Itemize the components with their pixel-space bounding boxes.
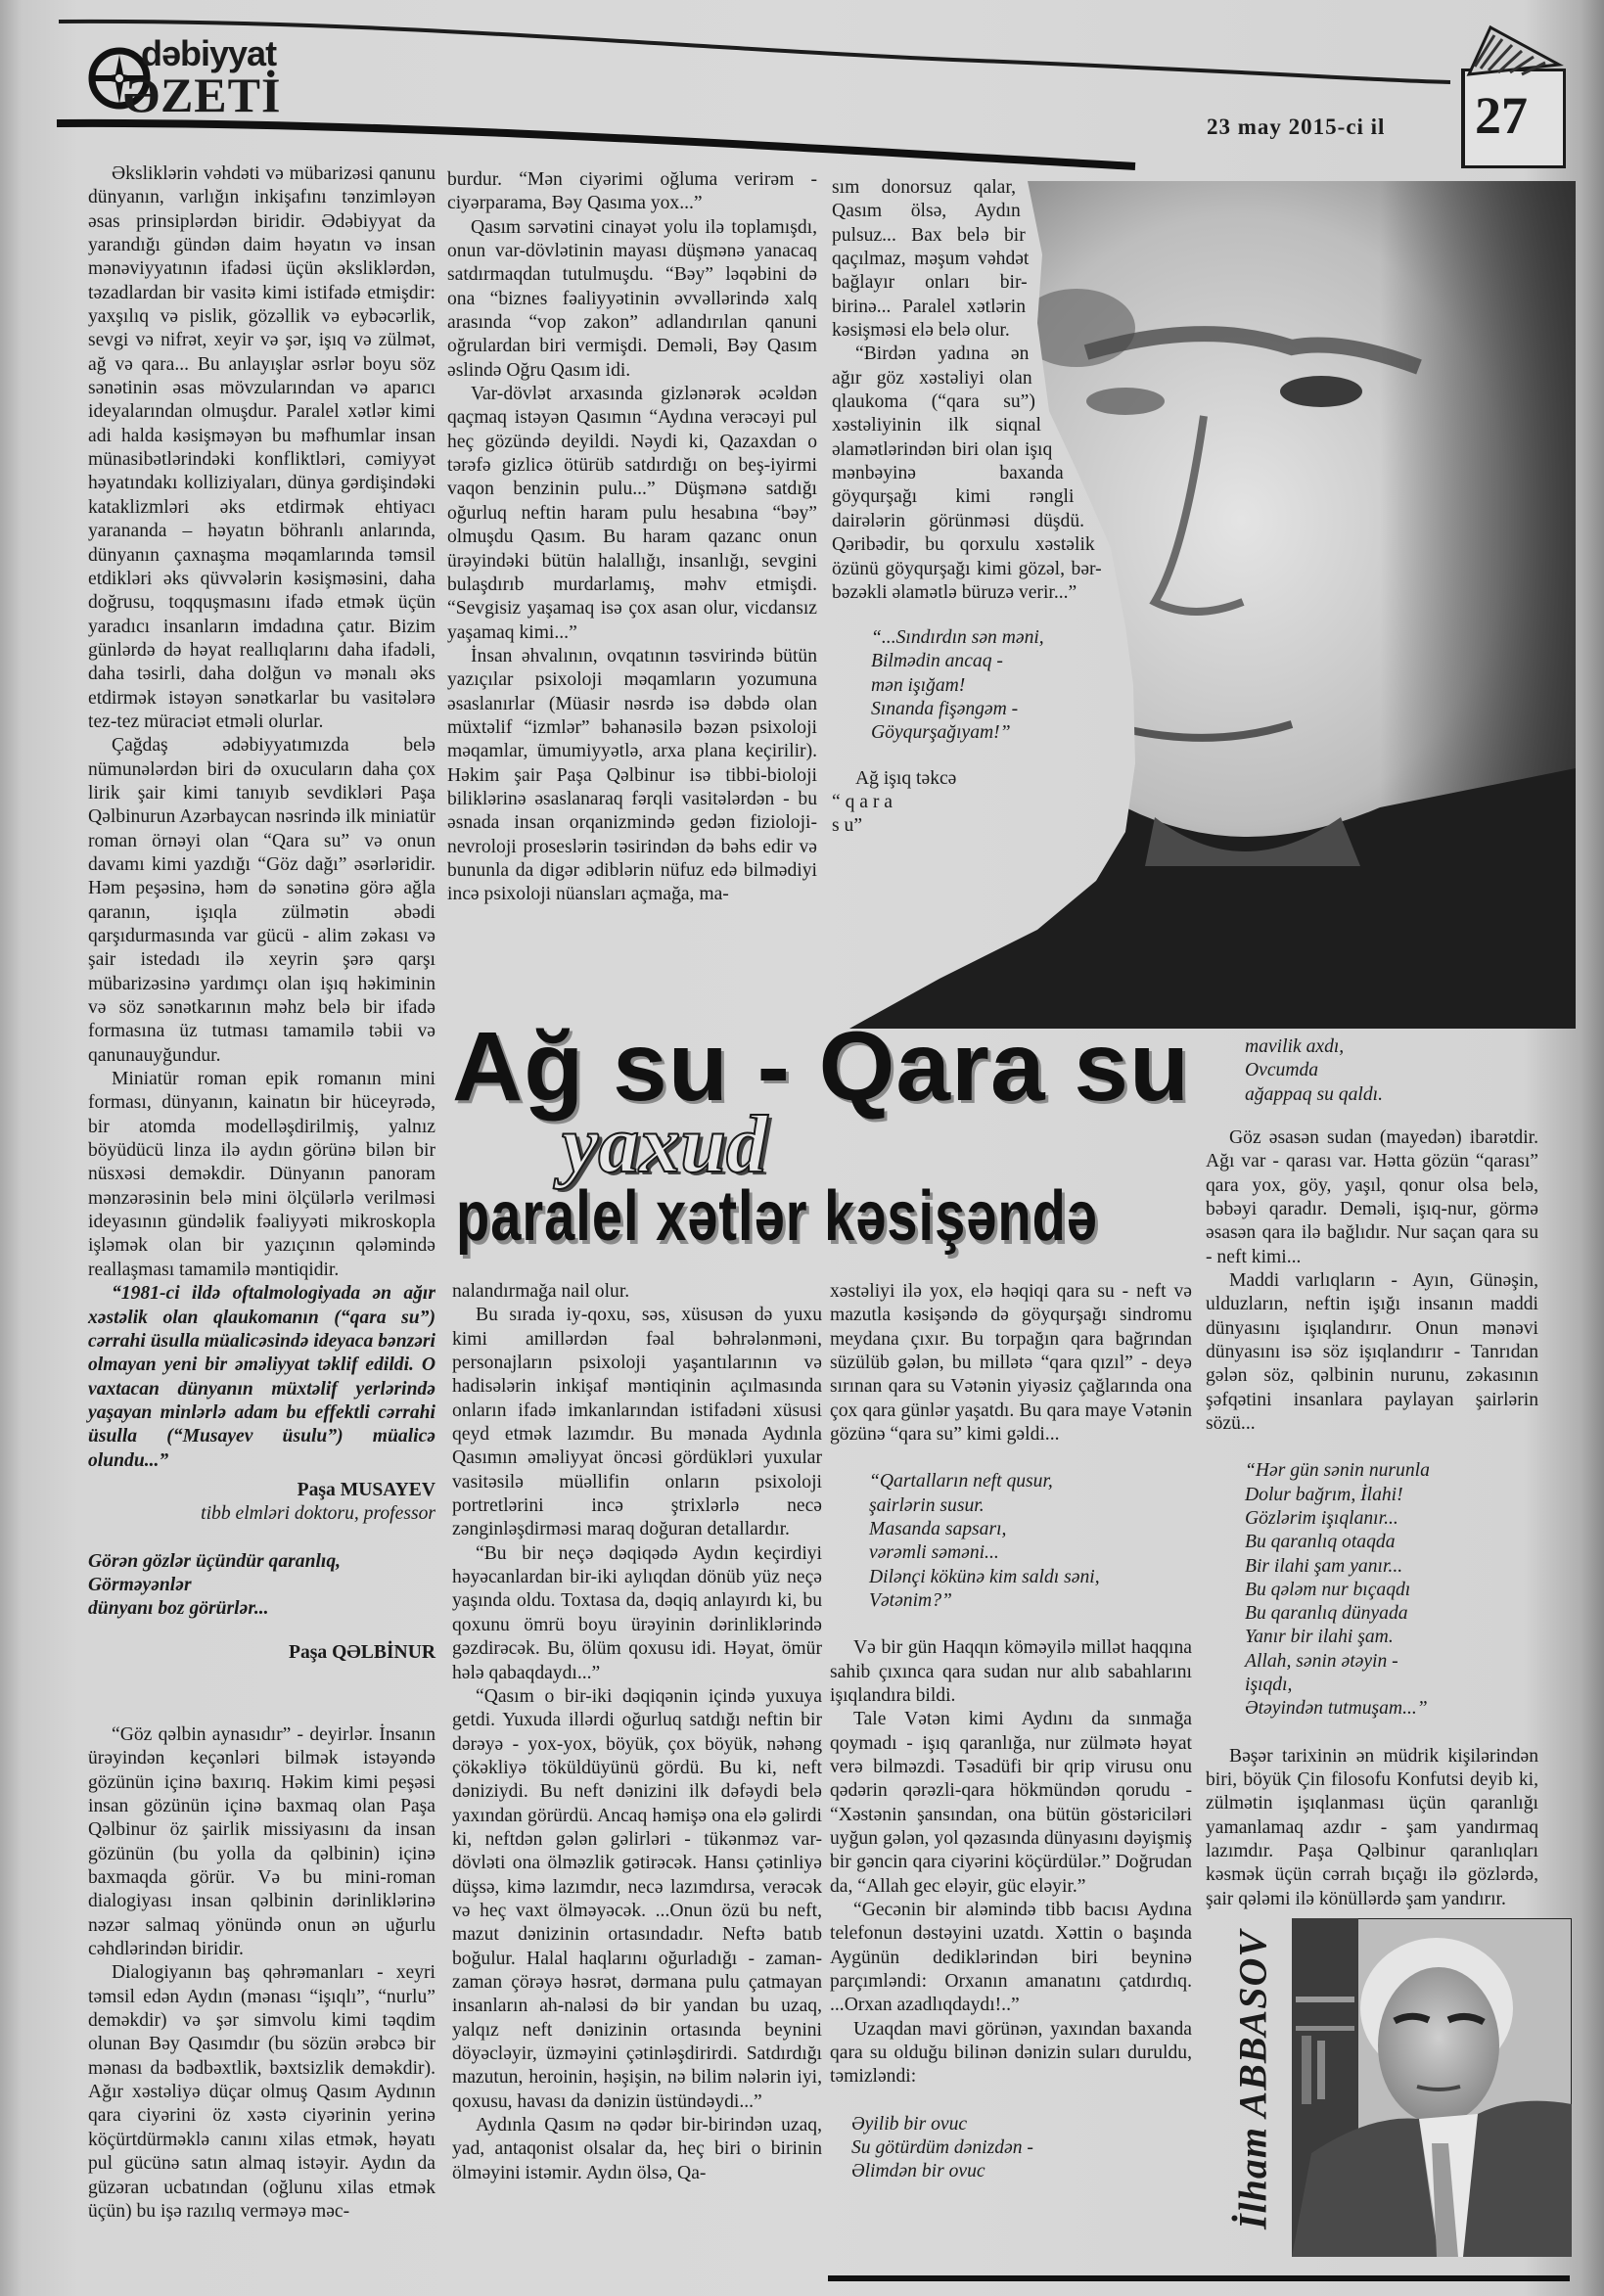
paragraph: Bu sırada iy-qoxu, səs, xüsusən də yuxu kimi amillərdən fəal bəhrələnməni, personajların psixoloji yaşantılarının və hadisələrin inkişaf məntiqinin açılmasında onların ifadə imkanlarından istifadəni xüsusi qeyd etmək lazımdır. Bu mənada Aydınla Qasımın əməliyyat öncəsi gördükləri yuxular vasitəsilə müəllifin onların psixoloji portretlərini incə ştrixlərlə necə zənginləşdirməsi maraq doğuran detallardır. (452, 1305, 822, 1540)
poem-line: Masanda sapsarı, (869, 1519, 1007, 1539)
epigraph-line: Görməyənlər (88, 1574, 192, 1595)
page-number: 27 (1475, 86, 1528, 145)
paragraph: Var-dövlət arxasında gizlənərək əcəldən qaçmaq istəyən Qasımın “Aydına verəcəyi pul heç gözündə deyildi. Nəydi ki, Qazaxdan o tərəfə gizlicə ötürüb satdırdığı on beş-iyirmi vaqon benzinin pulu...” Düşmənə satdığı oğurluq neftin haram pulu hesabına “bəy” olmuşdu Qasım. Bu haram qazanc onun ürəyindəki bütün halallığı, insanlığı, sevgini bulaşdırıb murdarlamış, məhv etmişdi. “Sevgisiz yaşamaq isə çox asan olur, vicdansız yaşamaq kimi...” (447, 384, 817, 643)
poem-line: Bir ilahi şam yanır... (1245, 1555, 1403, 1577)
article-column-2-top (447, 168, 817, 907)
text-line: “ q a r a (832, 792, 894, 813)
poem-line: Dolur bağrım, İlahi! (1245, 1484, 1403, 1505)
headline: Ağ su - Qara su (452, 1012, 1191, 1122)
poem-line: Yanır bir ilahi şam. (1245, 1627, 1394, 1648)
poem-line: Əlimdən bir ovuc (851, 2161, 985, 2182)
quote-author-title: tibb elmləri doktoru, professor (201, 1503, 435, 1525)
paragraph: Uzaqdan mavi görünən, yaxından baxanda qara su olduğu bilinən dənizin suları duruldu, təmizləndi: (830, 2018, 1192, 2088)
newspaper-logo (86, 33, 350, 122)
poem-excerpt (869, 1470, 1192, 1613)
musayev-quote: “1981-ci ildə oftalmologiyada ən ağır xəstəlik olan qlaukomanın (“qara su”) cərrahi üsulla müalicəsində ideyaca bənzəri olmayan yeni bir əməliyyat təklif edildi. O vaxtacan dünyanın müxtəlif yerlərində yaşayan minlərlə adam bu effektli cərrahi üsulla (“Musayev üsulu”) müalicə olundu...” (88, 1283, 435, 1471)
quote-author: Paşa MUSAYEV (297, 1479, 435, 1500)
logo-top-text: dəbiyyat (141, 33, 277, 73)
paragraph: Maddi varlıqların - Ayın, Günəşin, ulduzların, neftin işığı insanın maddi dünyasını işıqlandırır. Onun mənəvi dünyasını isə söz işıqlandırır - Tanrıdan gələn söz, qəlbinin nurunu, zəkasının şəfqətini insanlara paylayan şairlərin sözü... (1206, 1269, 1538, 1435)
author-name: İlham ABBASOV (1230, 1929, 1275, 2230)
article-column-1 (88, 162, 435, 2224)
paragraph: “Gecənin bir aləmində tibb bacısı Aydına telefonun dəstəyini uzatdı. Xəttin o başında Aygünün dediklərindən biri beyninə parçımləndi: Orxanın amanatını çatdırdıq. ...Orxan azadlıqdaydı!..” (830, 1899, 1192, 2016)
epigraph-author: Paşa QƏLBİNUR (288, 1641, 435, 1663)
poem-line: Göyqurşağıyam!” (871, 722, 1011, 744)
article-column-2-bottom (452, 1280, 822, 2185)
poem-line: “...Sındırdın sən məni, (871, 627, 1044, 649)
poem-line: “Hər gün sənin nurunla (1245, 1460, 1430, 1482)
paragraph: Aydınla Qasım nə qədər bir-birindən uzaq, yad, antaqonist olsalar da, heç biri o birinin ölməyini istəmir. Aydın ölsə, Qa- (452, 2115, 822, 2183)
poem-line: Su götürdüm dənizdən - (851, 2137, 1033, 2159)
poem-excerpt (1245, 1459, 1538, 1721)
paragraph: Dialogiyanın baş qəhrəmanları - xeyri təmsil edən Aydın (mənası “işıqlı”, “nurlu” deməkdir) və şər simvolu kimi təqdim olunan Bəy Qasımdır (bu sözün ərəbcə bir mənası da bədbəxtlik, bəxtsizlik deməkdir). Ağır xəstəliyə düçar olmuş Qasım Aydının qara ciyərini öz xəstə ciyərinin yerinə köçürtdürməklə canını xilas etmək, həyatı pul gücünə satın almaq istəyir. Aydın da güzəran ucbatından (oğlunu xilas etmək üçün) bu işə razılıq verməyə məc- (88, 1962, 435, 2222)
author-photo (1292, 1918, 1572, 2257)
paragraph: burdur. “Mən ciyərimi oğluma verirəm - ciyərparama, Bəy Qasıma yox...” (447, 169, 817, 214)
paragraph: “Birdən yadına ən ağır göz xəstəliyi olan qlaukoma (“qara su”) xəstəliyinin ilk siqnal əlamətlərindən biri olan işıq mənbəyinə baxanda göyqurşağı kimi rəngli dairələrin görünməsi düşdü. Qəribədir, bu qorxulu xəstəlik özünü göyqurşağı kimi gözəl, bər-bəzəkli əlamətlə büruzə verir...” (832, 344, 1102, 603)
paragraph: sım donorsuz qalar, Qasım ölsə, Aydın pulsuz... Bax belə bir qaçılmaz, məşum vəhdət bağlayır onları bir-birinə... Paralel xətlərin kəsişməsi elə belə olur. (832, 177, 1030, 342)
column-bottom-rule (828, 2275, 1570, 2281)
book-icon (1461, 22, 1569, 80)
headline-connector: yaxud (562, 1099, 767, 1190)
paragraph: nalandırmağa nail olur. (452, 1281, 630, 1302)
poem-line: Vətənim?” (869, 1589, 952, 1611)
poem-line: Dilənçi kökünə kim saldı səni, (869, 1566, 1100, 1587)
poem-excerpt (1245, 1035, 1538, 1107)
poem-line: Allah, sənin ətəyin - (1245, 1650, 1398, 1672)
paragraph: Göz əsasən sudan (mayedən) ibarətdir. Ağı var - qarası var. Hətta gözün “qarası” qara yox, göy, yaşıl, qonur olsa belə, bəbəyi qaradır. Deməli, işıq-nur, görmə əsasən qara ilə bağlıdır. Nur saçan qara su - neft kimi... (1206, 1126, 1538, 1267)
paragraph: Əksliklərin vəhdəti və mübarizəsi qanunu dünyanın, varlığın inkişafını tənzimləyən əsas prinsiplərdən biridir. Ədəbiyyat da yarandığı gündən daim həyatın və insan mənəviyyatının ifadəsi üçün əksliklərdən, təzadlardan bir vasitə kimi istifadə etmişdir: yaxşılıq və pislik, gözəllik və eybəcərlik, sevgi və nifrət, xeyir və şər, işıq və zülmət, ağ və qara... Bu anlayışlar əsrlər boyu söz sənətinin əsas mövzularından və aparıcı ideyalarından olmuşdur. Paralel xətlər kimi adi halda kəsişməyən bu məfhumlar insan münasibətlərindəki konfliktləri, cəmiyyət həyatındakı kolliziyaları, dünya gərdişindəki kataklizmləri əks etdirmək ehtiyacı yarananda – həyatın böhranlı anlarında, dünyanın çaxnaşma məqamlarında təmsil etdikləri əks qüvvələrin kəsişməsini, daha doğrusu, toqquşmasını ifadə etmək üçün yaradıcı insanların imdadına çatır. Bizim günlərdə də həyat reallıqlarını daha ifadəli, daha təsirli, daha dolğun və mənalı əks etdirmək istəyən sənətkarlar bu vasitələrə tez-tez müraciət etməli olurlar. (88, 163, 435, 732)
poem-excerpt (851, 2113, 1192, 2184)
poem-line: Ətəyindən tutmuşam...” (1245, 1698, 1428, 1720)
poem-line: ağappaq su qaldı. (1245, 1083, 1383, 1105)
article-column-3-top (832, 176, 1155, 1037)
text-line: Ağ işıq təkcə (855, 767, 957, 789)
poem-line: Bilmədin ancaq - (871, 651, 1003, 672)
paragraph: Miniatür roman epik romanın mini forması, dünyanın, kainatın bir hüceyrədə, bir atomda modelləşdirilmiş, yalnız böyüdücü linza ilə aydın görünə bilən bir nüsxəsi deməkdir. Dünyanın panoram mənzərəsinin belə mini ölçülərlə verilməsi ideyasının gündəlik fəaliyyəti mikroskopla işləmək olan bir yazıçının qələmində reallaşması tamamilə məntiqidir. (88, 1069, 435, 1280)
text-line: s u” (832, 815, 863, 837)
paragraph: “Qasım o bir-iki dəqiqənin içində yuxuya getdi. Yuxuda illərdi oğurluq satdığı neftin bir dərəyə - yox-yox, böyük, çox böyük, nəhəng çökəkliyə töküldüyünü gördü. Bu ki, neft dəniziydi. Bu neft dənizini ilk dəfəydi belə yaxından görürdü. Ancaq həmişə ona elə gəlirdi ki, neftdən gələn gəlirləri - tükənməz var-dövləti ona ölməzlik gətirəcək. Hansı çətinliyə düşsə, kimə lazımdır, necə lazımdırsa, verəcək və heç vaxt ölməyəcək. ...Onun özü bu neft, mazut dənizinin ortasındadır. Neftə batıb boğulur. Halal haqlarını oğurladığı - zaman-zaman çörəyə həsrət, dərmana pulu çatmayan insanların ah-naləsi də bir yandan bu uzaq, yalqız neft dənizinin ortasında beynini döyəcləyir, üzməyini çətinləşdirirdi. Satdırdığı mazutun, heroinin, həşişin, nə bilim nələrin iyi, qoxusu, havası da dənizin üstündəydi...” (452, 1685, 822, 2112)
article-column-4 (1206, 1035, 1538, 1911)
paragraph: “Göz qəlbin aynasıdır” - deyirlər. İnsanın ürəyindən keçənləri bilmək istəyəndə gözünün içinə baxırıq. Həkim kimi peşəsi insan gözünün içinə baxmaq olan Paşa Qəlbinur öz şairlik missiyasını da insan gözünün (bu yolla da qəlbinin) içinə baxmaqda görür. Və bu mini-roman dialogiyası insan qəlbinin dərinliklərinə nəzər salmaq yönündə onun ən uğurlu cəhdlərindən biridir. (88, 1723, 435, 1960)
poem-line: Ovcumda (1245, 1060, 1319, 1081)
poem-line: Bu qaranlıq dünyada (1245, 1603, 1408, 1625)
epigraph-line: Görən gözlər üçündür qaranlıq, (88, 1550, 342, 1572)
page-number-box (1461, 69, 1566, 168)
poem-line: vərəmli səməni... (869, 1542, 999, 1564)
paragraph: Tale Vətən kimi Aydını da sınmağa qoymadı - işıq qaranlığa, nur zülmətə həyat verə bilməzdi. Təsadüfi bir qrip virusu onu qədərin qərəzli-qara hökmündən qorudu - “Xəstənin şansından, ona bütün göstəriciləri uyğun gələn, yol qəzasında dünyasını dəyişmiş bir gəncin qara ciyərini köçürdülər.” Doğrudan da, “Allah gec eləyir, güc eləyir.” (830, 1709, 1192, 1897)
poem-line: “Qartalların neft qusur, (869, 1471, 1053, 1492)
poem-line: Bu qaranlıq otaqda (1245, 1532, 1396, 1553)
article-column-3-bottom (830, 1280, 1192, 2184)
poem-line: Gözlərim işıqlanır... (1245, 1507, 1398, 1529)
paragraph: xəstəliyi ilə yox, elə həqiqi qara su - neft və mazutla kəsişəndə də göyqurşağı sindromu meydana çıxır. Bu torpağın qara bağrından süzülüb gələn, bu millətə “qara qızıl” - deyə sırınan qara su Vətənin yiyəsiz çağlarında ona çox qara günlər yaşatdı. Bu qara maye Vətənin gözünə “qara su” kimi gəldi... (830, 1281, 1192, 1446)
paragraph: “Bu bir neçə dəqiqədə Aydın keçirdiyi həyəcanlardan bir-iki aylıqdan dönüb yüz neçə yaşında oldu. Toxtasa da, dəqiq anlayırdı ki, bu qoxunu ömrü boyu ürəyinin dərinliklərində gəzdirəcək. Bu, ölüm qoxusu idi. Həyat, ömür hələ qabaqdaydı...” (452, 1542, 822, 1683)
issue-date: 23 may 2015-ci il (1207, 115, 1386, 139)
paragraph: Bəşər tarixinin ən müdrik kişilərindən biri, böyük Çin filosofu Konfutsi deyib ki, zülmətin işıqlanması üçün qaranlığı yamanlamaq azdır - şam yandırmaq lazımdır. Paşa Qəlbinur qaranlıqları kəsmək üçün cərrah bıçağı ilə gözlərdə, şair qələmi ilə könüllərdə şam yandırır. (1206, 1745, 1538, 1909)
poem-line: işıqdı, (1245, 1675, 1293, 1696)
paragraph: İnsan əhvalının, ovqatının təsvirində bütün yazıçılar psixoloji məqamların yozumuna əsaslanırlar (Müasir nəsrdə isə dəbdə olan müxtəlif “izmlər” bəhanəsilə bəzən psixoloji məqamlar, ümumiyyətlə, arxa plana keçirilir). Həkim şair Paşa Qəlbinur isə tibbi-bioloji biliklərinə əsaslanaraq fərqli vasitələrdən - bu əsnada insan orqanizmində gedən fizioloji-nevroloji proseslərin təsirindən də bəhs edir və bununla da digər ədiblərin nüfuz edə bilmədiyi incə psixoloji nüansları açmağa, ma- (447, 645, 817, 905)
poem-line: Bu qələm nur bıçaqdı (1245, 1579, 1411, 1600)
paragraph: Və bir gün Haqqın köməyilə millət haqqına sahib çıxınca qara sudan nur alıb sabahlarını işıqlandıra bildi. (830, 1637, 1192, 1706)
logo-bottom-text: ƏZETİ (123, 68, 282, 122)
poem-line: mavilik axdı, (1245, 1036, 1345, 1057)
paragraph: Qasım sərvətini cinayət yolu ilə toplamışdı, onun var-dövlətinin mayası düşmənə yanacaq satdırmaqdan tutulmuşdu. “Bəy” ləqəbini də ona “biznes fəaliyyətinin əvvəllərində xalq arasında “vop zakon” adlandırılan qanuni oğrulardan biri vermişdi. Deməli, Bəy Qasım əslində Oğru Qasım idi. (447, 216, 817, 381)
poem-line: Sınanda fişəngəm - (871, 699, 1019, 720)
epigraph-line: dünyanı boz görürlər... (88, 1598, 269, 1620)
epigraph (88, 1550, 435, 1622)
poem-line: şairlərin susur. (869, 1494, 985, 1516)
subheadline: paralel xətlər kəsişəndə (456, 1174, 1098, 1256)
poem-line: Əyilib bir ovuc (851, 2113, 968, 2135)
paragraph: Çağdaş ədəbiyyatımızda belə nümunələrdən biri də oxucuların daha çox lirik şair kimi tanıyıb sevdikləri Paşa Qəlbinurun Azərbaycan nəsrində ilk miniatür roman örnəyi olan “Qara su” və onun davamı kimi yazdığı “Göz dağı” əsərləridir. Həm peşəsinə, həm də sənətinə görə ağla qaranın, işıqla zülmətin əbədi qarşıdurmasında var gücü - alim zəkası və şair istedadı ilə xeyrin şərə qarşı mübarizəsinə yardımçı olan işıq həkiminin və söz sənətkarının məhz belə bir ifadə formasına üz tutması tamamilə təbii və qanunauyğundur. (88, 735, 435, 1066)
poem-line: mən işığam! (871, 674, 966, 696)
